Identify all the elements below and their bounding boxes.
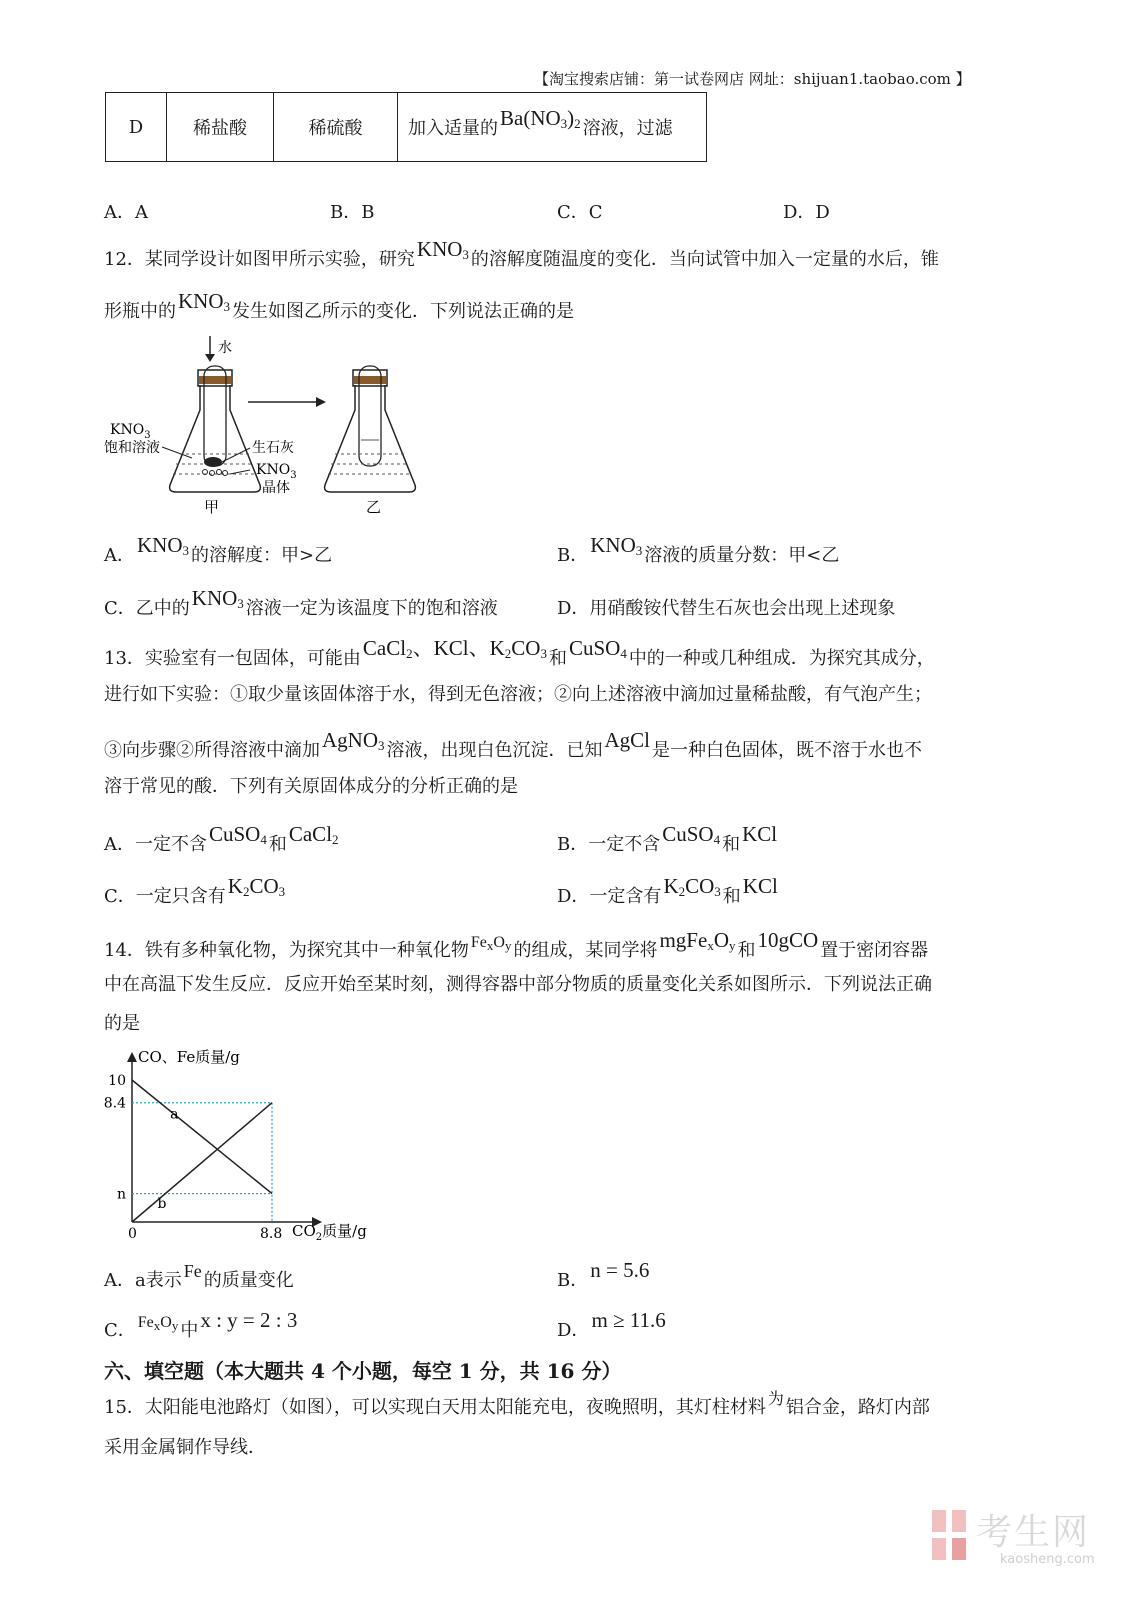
watermark-plus-icon [930, 1508, 970, 1568]
watermark-brand: 考生网 [976, 1512, 1091, 1553]
x-tick-label: 8.8 [260, 1226, 283, 1242]
flask-jia [170, 385, 261, 492]
q11-option-c: C．C [557, 202, 603, 223]
label-jia: 甲 [204, 498, 220, 516]
quicklime-icon [204, 457, 222, 467]
q14-line-2: 中在高温下发生反应．反应开始至某时刻，测得容器中部分物质的质量变化关系如图所示．下列说法正确 [104, 974, 932, 995]
q11-option-d: D．D [783, 202, 830, 223]
q13-line-2: 进行如下实验：①取少量该固体溶于水，得到无色溶液；②向上述溶液中滴加过量稀盐酸，有气泡产生； [104, 684, 932, 705]
method-pre-text: 加入适量的 [408, 117, 498, 139]
q13-option-c: C．一定只含有$K_2CO_3$ [104, 874, 286, 907]
q12-option-d: D．用硝酸铵代替生石灰也会出现上述现象 [557, 598, 896, 619]
y-tick-label: n [116, 1186, 126, 1203]
water-label: 水 [218, 340, 232, 356]
q13-line-3: ③向步骤②所得溶液中滴加AgNO$_3$ 溶液，出现白色沉淀．已知AgCl 是一种白色固体，既不溶于水也不 [104, 728, 923, 761]
q12-apparatus-figure [100, 330, 440, 530]
series-label-b: b [157, 1195, 167, 1212]
x-tick-label: 0 [128, 1226, 137, 1242]
series-line-b [132, 1103, 272, 1222]
q14-line-3: 的是 [104, 1013, 140, 1034]
y-axis-label: CO、Fe质量/g [138, 1048, 240, 1066]
series-label-a: a [170, 1106, 179, 1123]
table-cell-impurity: 稀硫酸 [274, 93, 398, 162]
page-header: 【淘宝搜索店铺：第一试卷网店 网址：shijuan1.taobao.com 】 [534, 70, 971, 88]
q12-option-a: A．$KNO_3$ 的溶解度：甲>乙 [104, 533, 333, 566]
q11-option-a: A．A [104, 202, 148, 223]
q14-option-a: A．a表示 Fe 的质量变化 [104, 1261, 294, 1291]
quicklime-label: 生石灰 [252, 440, 294, 456]
x-axis-label: $CO_2$质量/g [292, 1222, 367, 1243]
formula-kno3: $KNO_3$ [416, 237, 469, 262]
q12-line-2: 形瓶中的$KNO_3$ 发生如图乙所示的变化．下列说法正确的是 [104, 289, 574, 322]
crystal-label: 晶体 [262, 480, 290, 496]
series-line-a [132, 1080, 272, 1194]
method-post-text: 溶液，过滤 [582, 117, 673, 139]
q12-option-c: C．乙中的$KNO_3$ 溶液一定为该温度下的饱和溶液 [104, 586, 498, 619]
q11-option-b: B．B [330, 202, 375, 223]
formula-kno3: $KNO_3$ [178, 289, 230, 314]
q13-line-1: 13．实验室有一包固体，可能由CaCl$_2$、KCl、$K_2CO_3$ 和CuSO$_4$ 中的一种或几种组成．为探究其成分， [104, 636, 935, 669]
formula-ba-no3-2: $Ba(NO_3)_2$ [500, 105, 581, 131]
q13-line-4: 溶于常见的酸．下列有关原固体成分的分析正确的是 [104, 776, 518, 797]
watermark-logo [930, 1500, 1110, 1590]
q13-option-a: A．一定不含CuSO$_4$ 和CaCl$_2$ [104, 822, 339, 855]
water-arrowhead-icon [205, 354, 215, 362]
y-tick-label: 8.4 [103, 1095, 126, 1112]
flask-yi [325, 385, 416, 492]
q15-line-2: 采用金属铜作导线． [104, 1437, 266, 1458]
watermark-url: kaosheng.com [1000, 1552, 1095, 1567]
q14-line-1: 14．铁有多种氧化物，为探究其中一种氧化物 $Fe_xO_y$ 的组成，某同学将$mgFe_xO_y$ 和10gCO 置于密闭容器 [104, 928, 929, 961]
q13-option-d: D．一定含有$K_2CO_3$ 和KCl [557, 874, 778, 907]
q15-line-1: 15．太阳能电池路灯（如图），可以实现白天用太阳能充电，夜晚照明，其灯柱材料 为 铝合金，路灯内部 [104, 1391, 930, 1418]
q11-option-table [105, 92, 707, 162]
q14-option-b: B．n = 5.6 [557, 1258, 650, 1291]
q13-option-b: B．一定不含CuSO$_4$ 和KCl [557, 822, 778, 855]
q14-mass-chart [100, 1040, 400, 1250]
q14-option-d: D．m ≥ 11.6 [557, 1308, 666, 1341]
table-cell-label: D [106, 93, 167, 162]
y-axis-arrow-icon [127, 1052, 137, 1062]
q12-line-1: 12．某同学设计如图甲所示实验，研究$KNO_3$ 的溶解度随温度的变化．当向试管中加入一定量的水后，锥 [104, 237, 939, 270]
table-cell-substance: 稀盐酸 [167, 93, 274, 162]
y-tick-label: 10 [108, 1073, 126, 1089]
table-cell-method [398, 93, 707, 162]
saturated-solution-label: 饱和溶液 [104, 440, 160, 456]
kno3-label: $KNO_3$ [110, 422, 151, 441]
table-row [106, 93, 707, 162]
kno3-crystal-label: $KNO_3$ [256, 462, 297, 481]
q12-option-b: B．$KNO_3$ 溶液的质量分数：甲<乙 [557, 533, 840, 566]
q14-option-c: C． $Fe_xO_y$ 中x : y = 2 : 3 [104, 1308, 298, 1341]
label-yi: 乙 [366, 498, 382, 516]
section-6-title: 六、填空题（本大题共 4 个小题，每空 1 分，共 16 分） [104, 1359, 622, 1383]
